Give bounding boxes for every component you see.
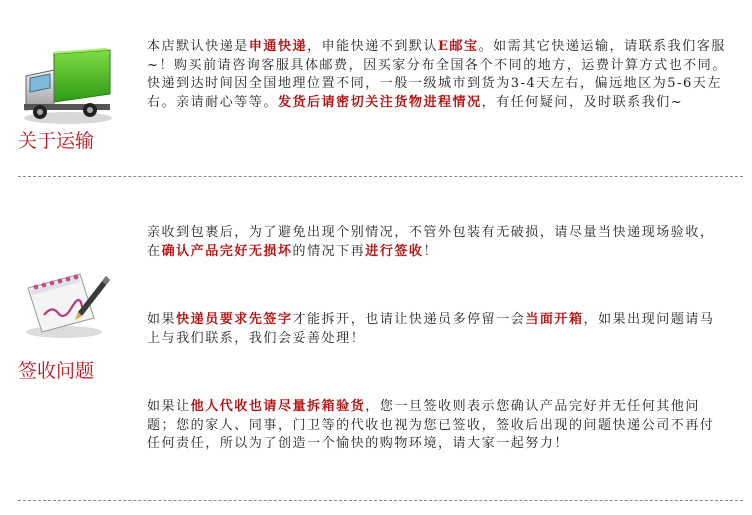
shipping-section bbox=[0, 0, 752, 170]
receipt-paragraph-3: 如果让他人代收也请尽量拆箱验货，您一旦签收则表示您确认产品完好并无任何其他问题；您的家人、同事，门卫等的代收也视为您已签收，签收后出现的问题快递公司不再付任何责任，所以为了创造一个愉快的购物环境，请大家一起努力！ bbox=[147, 399, 715, 451]
truck-icon bbox=[18, 48, 114, 126]
receipt-title: 签收问题 bbox=[18, 360, 95, 382]
shipping-paragraph: 本店默认快递是申通快递，申能快递不到默认E邮宝。如需其它快递运输，请联系我们客服~！购买前请咨询客服具体邮费，因买家分布全国各个不同的地方，运费计算方式也不同。快递到达时间因全国地理位置不同，一般一级城市到货为3-4天左右，偏远地区为5-6天左右。亲请耐心等等。发货后请密切关注货物进程情况，有任何疑问，及时联系我们~ bbox=[147, 39, 727, 110]
receipt-paragraph-2: 如果快递员要求先签字才能拆开，也请让快递员多停留一会当面开箱，如果出现问题请马上与我们联系，我们会妥善处理！ bbox=[147, 312, 715, 346]
shipping-title: 关于运输 bbox=[18, 130, 95, 152]
section-divider-1 bbox=[18, 176, 743, 177]
section-divider-2 bbox=[18, 500, 743, 501]
signature-pen-icon bbox=[18, 260, 114, 340]
receipt-section bbox=[0, 180, 752, 510]
receipt-paragraph-1: 亲收到包裹后，为了避免出现个别情况，不管外包装有无破损，请尽量当快递现场验收，在确认产品完好无损坏的情况下再进行签收！ bbox=[147, 225, 715, 259]
